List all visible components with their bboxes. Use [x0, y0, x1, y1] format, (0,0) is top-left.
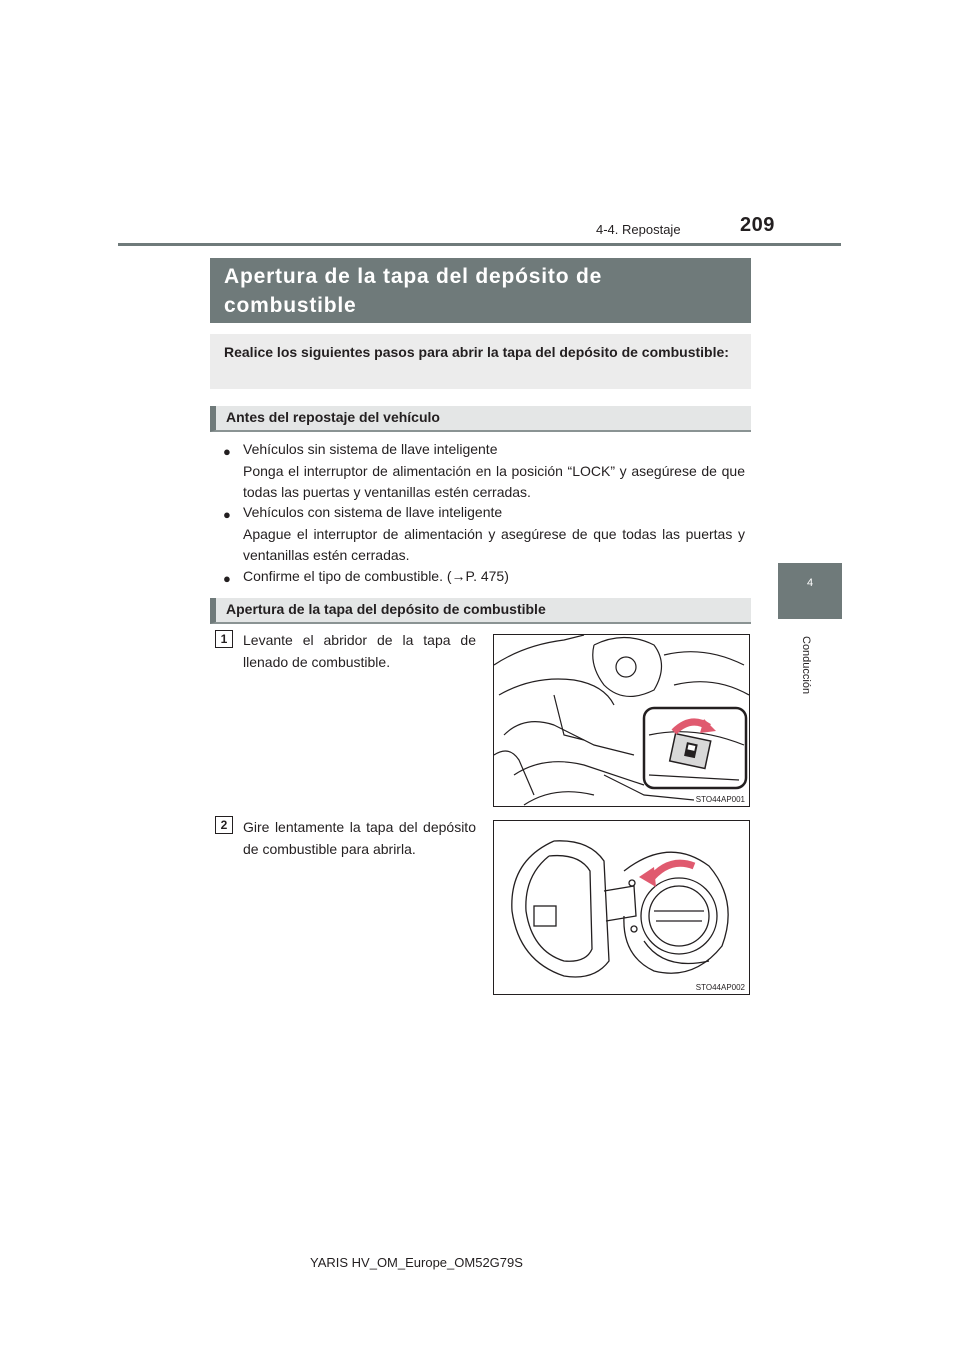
- bullet-title: Vehículos con sistema de llave inteligente: [243, 504, 503, 520]
- chapter-number: 4: [806, 577, 814, 589]
- bullet-icon: ●: [223, 571, 231, 586]
- bullet-text: Ponga el interruptor de alimentación en la posición “LOCK” y asegúrese de que todas las puertas y ventanillas estén cerradas.: [243, 462, 745, 500]
- bullet-title: Confirme el tipo de combustible. (→P. 475): [243, 568, 509, 584]
- fuel-cap-illustration: [494, 821, 749, 994]
- bullet-title: Vehículos sin sistema de llave inteligente: [243, 441, 498, 457]
- step-number-badge: 1: [215, 630, 233, 648]
- chapter-label: Conducción: [800, 636, 812, 695]
- section-title: [210, 258, 751, 323]
- bullet-item: [223, 502, 745, 567]
- car-interior-illustration: [494, 635, 749, 806]
- figure-fuel-cap: [493, 820, 750, 995]
- bullet-icon: ●: [223, 444, 231, 459]
- bullet-icon: ●: [223, 507, 231, 522]
- bullet-item: [223, 439, 745, 504]
- step-number-badge: 2: [215, 816, 233, 834]
- intro-text: Realice los siguientes pasos para abrir la tapa del depósito de combustible:: [210, 334, 751, 389]
- section-title-line-2: combustible: [224, 294, 357, 317]
- figure-code: STO44AP001: [695, 795, 745, 804]
- page-number: 209: [740, 214, 775, 236]
- section-reference: 4-4. Repostaje: [596, 222, 681, 237]
- step-text: Levante el abridor de la tapa de llenado de combustible.: [243, 632, 476, 670]
- section-title-line-1: Apertura de la tapa del depósito de: [224, 265, 603, 288]
- opening-heading: Apertura de la tapa del depósito de combustible: [210, 598, 751, 624]
- document-footer: YARIS HV_OM_Europe_OM52G79S: [310, 1255, 523, 1270]
- figure-code: STO44AP002: [695, 983, 745, 992]
- figure-fuel-door-opener: [493, 634, 750, 807]
- before-refueling-heading: Antes del repostaje del vehículo: [210, 406, 751, 432]
- bullet-text: Apague el interruptor de alimentación y asegúrese de que todas las puertas y ventanillas estén cerradas.: [243, 525, 745, 563]
- chapter-tab: [778, 563, 842, 619]
- bullet-item: [223, 566, 745, 588]
- header-divider: [118, 243, 841, 246]
- step-text: Gire lentamente la tapa del depósito de combustible para abrirla.: [243, 819, 476, 857]
